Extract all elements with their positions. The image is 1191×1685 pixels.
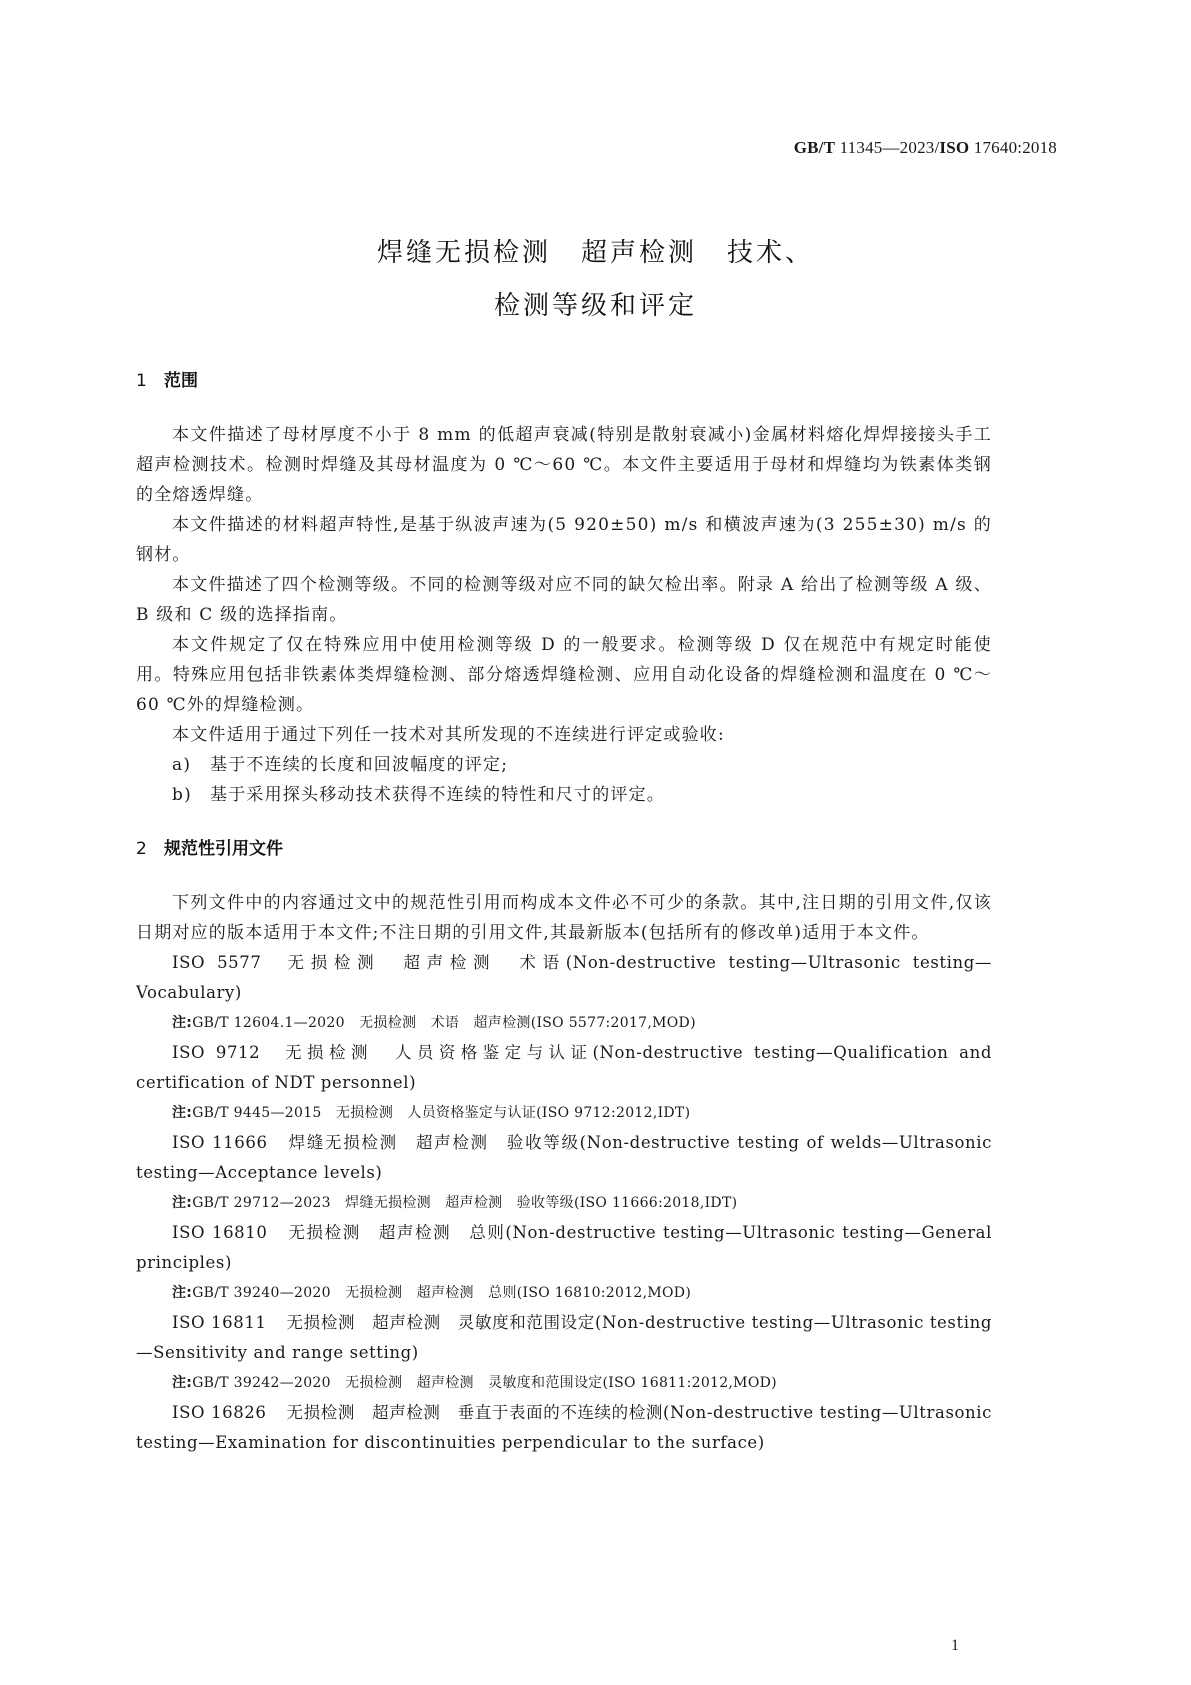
note-text: GB/T 39240—2020 无损检测 超声检测 总则(ISO 16810:2012,MOD): [192, 1285, 692, 1301]
paragraph: 本文件描述了母材厚度不小于 8 mm 的低超声衰减(特别是散射衰减小)金属材料熔化焊焊接接头手工超声检测技术。检测时焊缝及其母材温度为 0 ℃～60 ℃。本文件主要适用于母材和焊缝均为铁素体类钢的全熔透焊缝。: [136, 425, 992, 505]
reference-code: ISO 5577: [172, 953, 262, 972]
section-title: 范围: [164, 371, 198, 391]
paragraph: 本文件描述的材料超声特性,是基于纵波声速为(5 920±50) m/s 和横波声速为(3 255±30) m/s 的钢材。: [136, 515, 992, 565]
reference-entry: [136, 1308, 992, 1368]
reference-code: ISO 16811: [172, 1313, 267, 1332]
list-text: 基于采用探头移动技术获得不连续的特性和尺寸的评定。: [210, 785, 665, 805]
reference-title-en: (Non-destructive testing of welds—Ultrasonic testing—Acceptance levels): [136, 1133, 992, 1182]
reference-title-en: (Non-destructive testing—Ultrasonic testing—Sensitivity and range setting): [136, 1313, 992, 1362]
list-text: 基于不连续的长度和回波幅度的评定;: [210, 755, 509, 775]
reference-title-en: (Non-destructive testing—Ultrasonic testing—Vocabulary): [136, 953, 992, 1002]
section-2-heading: [136, 834, 283, 859]
reference-title-en: (Non-destructive testing—Qualification and certification of NDT personnel): [136, 1043, 992, 1092]
reference-title-zh: 无损检测 超声检测 垂直于表面的不连续的检测: [286, 1403, 664, 1422]
reference-entry: [136, 1398, 992, 1458]
reference-title-en: (Non-destructive testing—Ultrasonic testing—General principles): [136, 1223, 992, 1272]
reference-code: ISO 16826: [172, 1403, 267, 1422]
reference-entry: [136, 1128, 992, 1188]
paragraph: 本文件描述了四个检测等级。不同的检测等级对应不同的缺欠检出率。附录 A 给出了检测等级 A 级、B 级和 C 级的选择指南。: [136, 575, 992, 625]
standard-prefix-gbt: GB/T: [793, 138, 836, 157]
page-number: 1: [951, 1637, 959, 1654]
title-part-3: 技术、: [727, 238, 815, 268]
note-text: GB/T 12604.1—2020 无损检测 术语 超声检测(ISO 5577:2017,MOD): [192, 1015, 696, 1031]
section-1-body: [136, 420, 992, 810]
paragraph: 本文件适用于通过下列任一技术对其所发现的不连续进行评定或验收:: [172, 725, 725, 745]
reference-title-zh: 无损检测 超声检测 术语: [281, 953, 566, 972]
note-text: GB/T 39242—2020 无损检测 超声检测 灵敏度和范围设定(ISO 16811:2012,MOD): [192, 1375, 777, 1391]
section-number: 2: [136, 839, 147, 859]
reference-note: [136, 1188, 992, 1218]
note-label: 注:: [172, 1105, 193, 1121]
reference-entry: [136, 1218, 992, 1278]
list-marker: b): [172, 785, 192, 805]
reference-entry: [136, 1038, 992, 1098]
standard-prefix-iso: ISO: [939, 138, 970, 157]
reference-code: ISO 11666: [172, 1133, 268, 1152]
note-label: 注:: [172, 1285, 193, 1301]
reference-entry: [136, 948, 992, 1008]
reference-note: [136, 1098, 992, 1128]
note-label: 注:: [172, 1015, 193, 1031]
title-part-1: 焊缝无损检测: [376, 238, 551, 268]
note-label: 注:: [172, 1195, 193, 1211]
standard-number-gb: 11345—2023/: [839, 138, 940, 157]
section-2-body: [136, 888, 992, 1458]
section-title: 规范性引用文件: [164, 839, 283, 859]
note-text: GB/T 9445—2015 无损检测 人员资格鉴定与认证(ISO 9712:2012,IDT): [192, 1105, 691, 1121]
standard-number-iso: 17640:2018: [973, 138, 1057, 157]
reference-note: [136, 1008, 992, 1038]
reference-title-en: (Non-destructive testing—Ultrasonic testing—Examination for discontinuities perpendicular to the surface): [136, 1403, 993, 1452]
list-item: [136, 780, 992, 810]
reference-code: ISO 16810: [172, 1223, 268, 1242]
document-title-line-1: [0, 232, 1191, 269]
title-part-2: 超声检测: [580, 238, 697, 268]
paragraph: 本文件规定了仅在特殊应用中使用检测等级 D 的一般要求。检测等级 D 仅在规范中有规定时能使用。特殊应用包括非铁素体类焊缝检测、部分熔透焊缝检测、应用自动化设备的焊缝检测和温度在 0 ℃～60 ℃外的焊缝检测。: [136, 635, 992, 715]
reference-title-zh: 无损检测 人员资格鉴定与认证: [280, 1043, 593, 1062]
list-item: [136, 750, 992, 780]
section-number: 1: [136, 371, 147, 391]
reference-note: [136, 1278, 992, 1308]
standard-code-header: [794, 138, 1057, 158]
reference-title-zh: 无损检测 超声检测 灵敏度和范围设定: [286, 1313, 595, 1332]
paragraph: 下列文件中的内容通过文中的规范性引用而构成本文件必不可少的条款。其中,注日期的引用文件,仅该日期对应的版本适用于本文件;不注日期的引用文件,其最新版本(包括所有的修改单)适用于本文件。: [136, 893, 992, 943]
section-1-heading: [136, 366, 198, 391]
document-title-line-2: 检测等级和评定: [493, 291, 697, 321]
list-marker: a): [172, 755, 192, 775]
reference-code: ISO 9712: [172, 1043, 261, 1062]
reference-title-zh: 无损检测 超声检测 总则: [287, 1223, 506, 1242]
note-text: GB/T 29712—2023 焊缝无损检测 超声检测 验收等级(ISO 11666:2018,IDT): [192, 1195, 738, 1211]
reference-title-zh: 焊缝无损检测 超声检测 验收等级: [287, 1133, 580, 1152]
reference-note: [136, 1368, 992, 1398]
note-label: 注:: [172, 1375, 193, 1391]
